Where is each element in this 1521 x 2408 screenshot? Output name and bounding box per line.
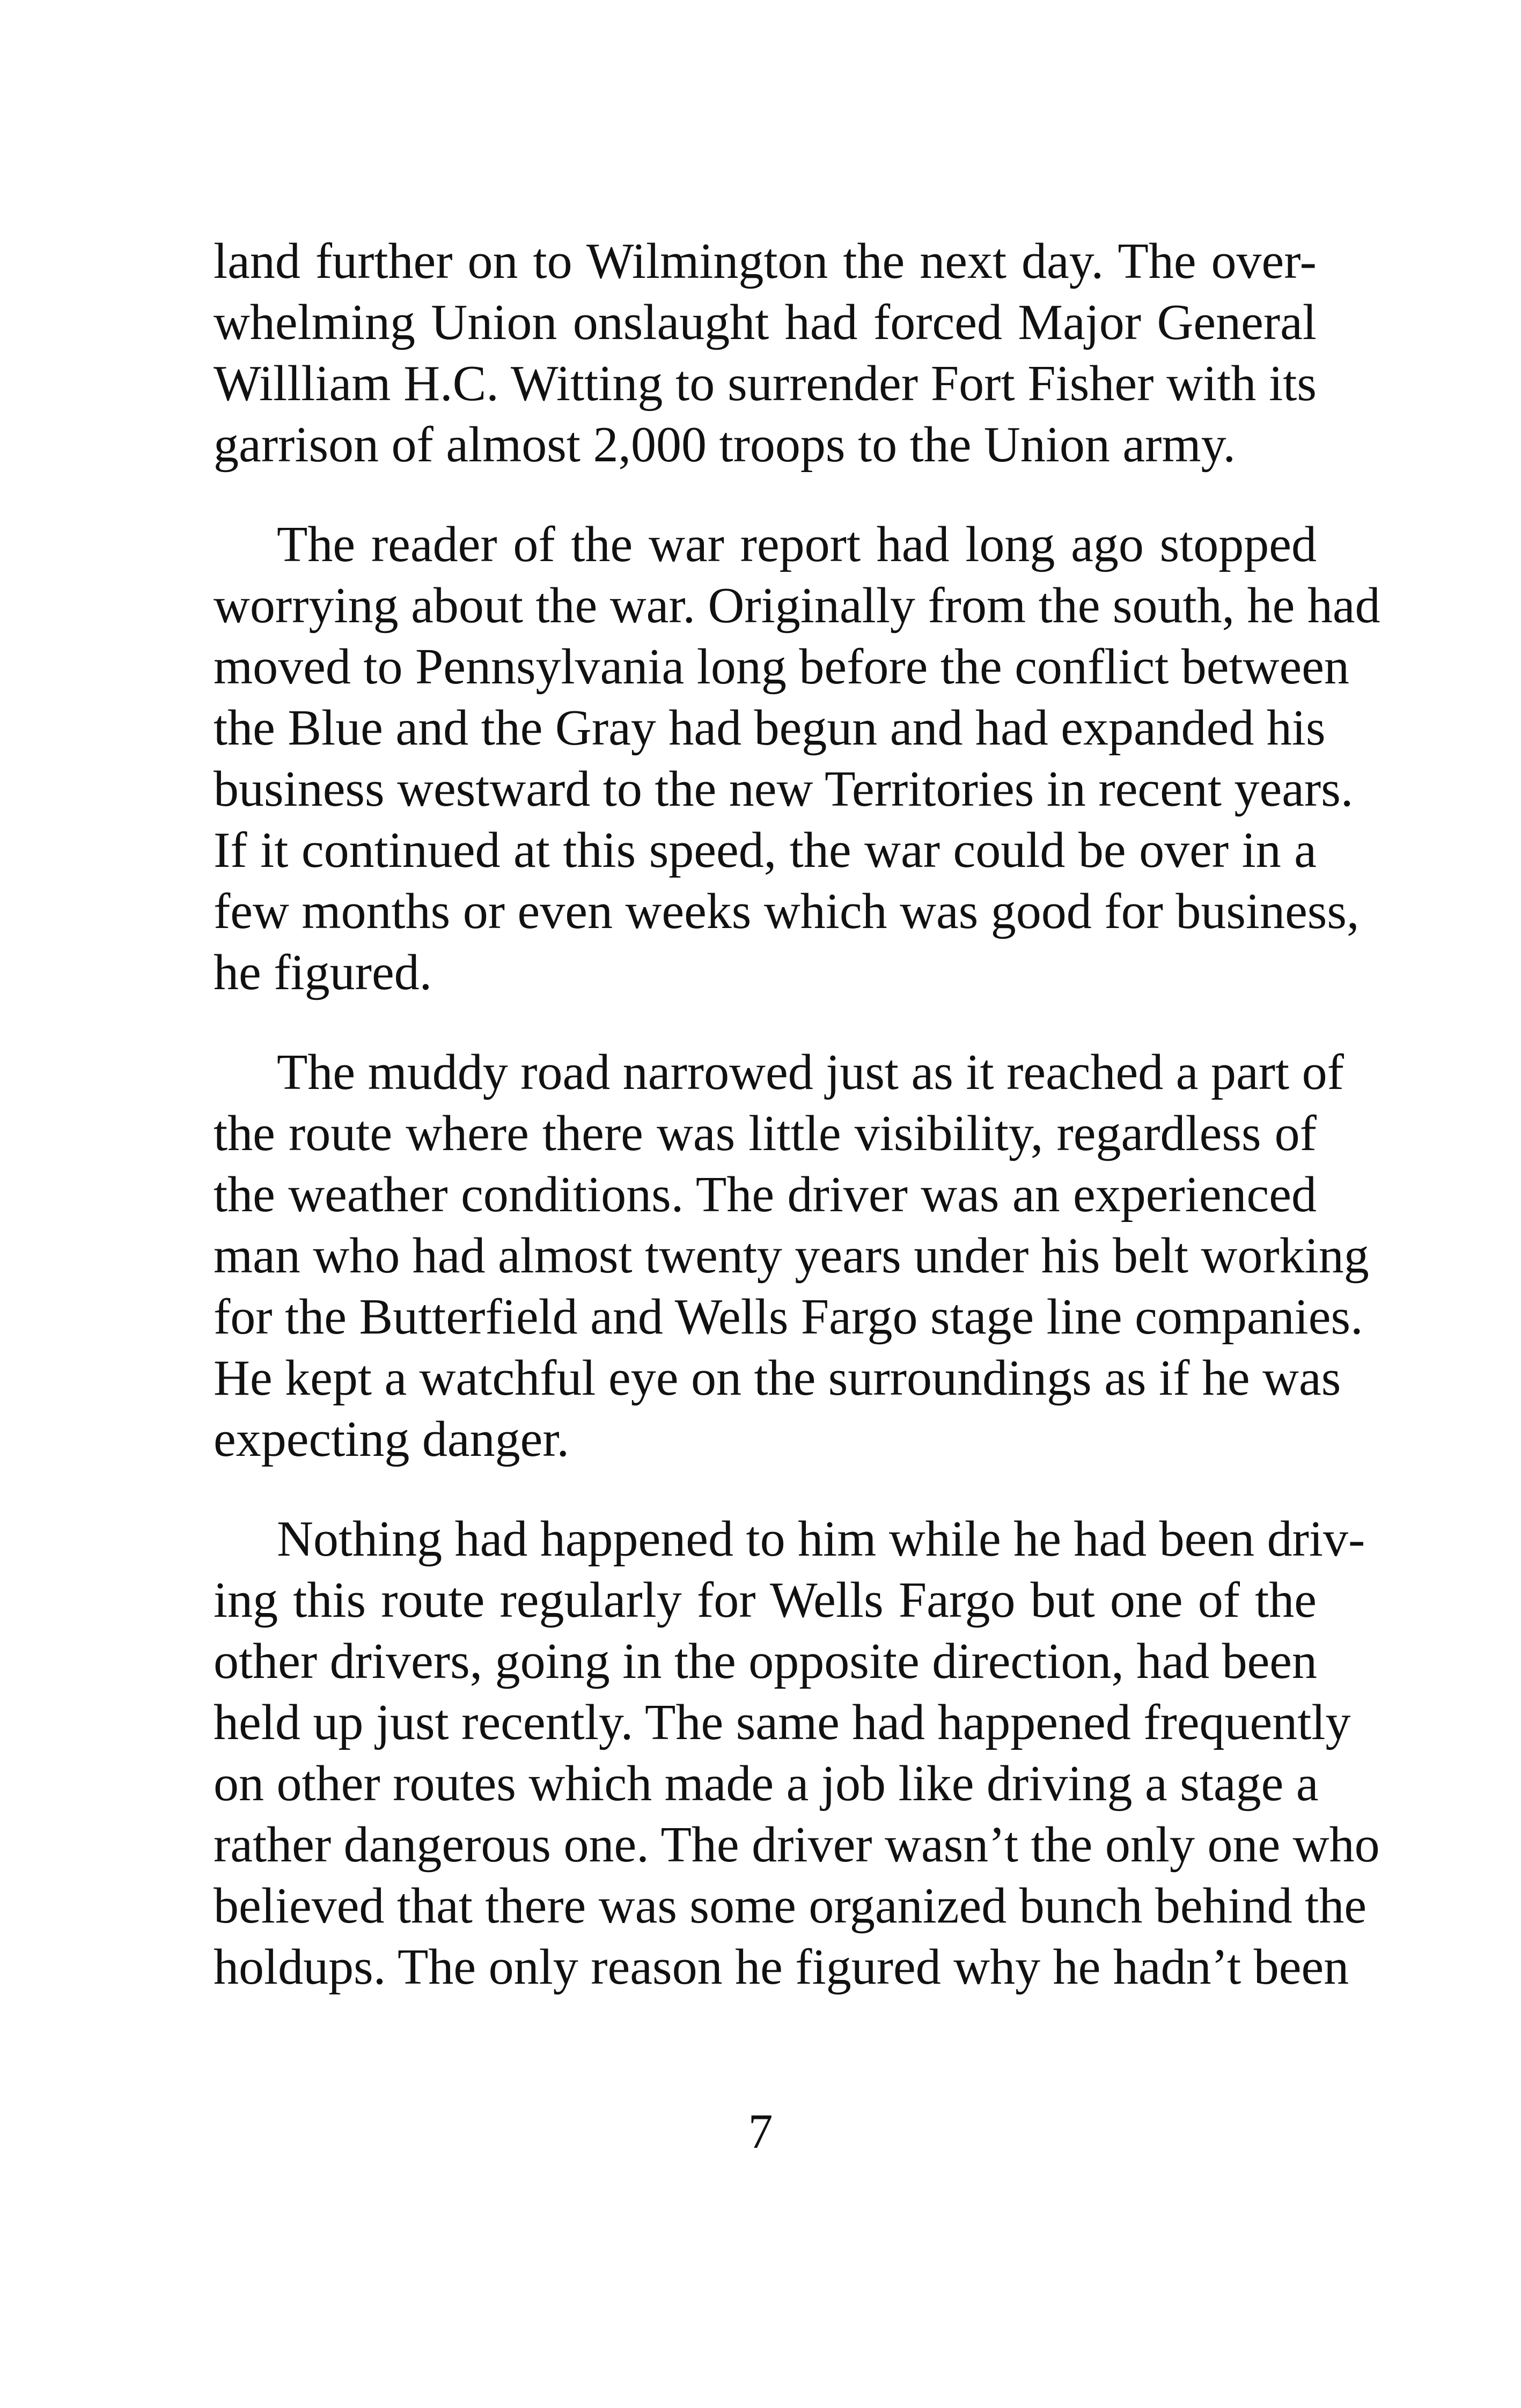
text-line: moved to Pennsylvania long before the conflict between bbox=[214, 639, 1349, 695]
text-line: Willliam H.C. Witting to surrender Fort Fisher with its bbox=[214, 356, 1317, 411]
text-line: the route where there was little visibility, regardless of bbox=[214, 1106, 1317, 1161]
text-line: holdups. The only reason he figured why he hadn’t been bbox=[214, 1939, 1349, 1995]
text-line: expecting danger. bbox=[214, 1411, 569, 1467]
text-line: If it continued at this speed, the war could be over in a bbox=[214, 822, 1317, 878]
text-line: business westward to the new Territories in recent years. bbox=[214, 761, 1354, 817]
text-line: Nothing had happened to him while he had been driv- bbox=[277, 1511, 1365, 1567]
paragraph-1 bbox=[214, 231, 1317, 475]
paragraph-spacer bbox=[214, 1003, 1317, 1042]
text-line: few months or even weeks which was good for business, bbox=[214, 883, 1360, 939]
text-line: the Blue and the Gray had begun and had expanded his bbox=[214, 700, 1326, 756]
text-line: for the Butterfield and Wells Fargo stage line companies. bbox=[214, 1289, 1363, 1345]
text-line: the weather conditions. The driver was an experienced bbox=[214, 1167, 1317, 1223]
text-line: he figured. bbox=[214, 945, 432, 1000]
text-line: garrison of almost 2,000 troops to the Union army. bbox=[214, 417, 1236, 473]
text-line: He kept a watchful eye on the surroundings as if he was bbox=[214, 1350, 1341, 1406]
text-line: ing this route regularly for Wells Fargo but one of the bbox=[214, 1572, 1317, 1628]
text-line: believed that there was some organized bunch behind the bbox=[214, 1878, 1367, 1934]
text-line: The reader of the war report had long ago stopped bbox=[277, 517, 1317, 572]
paragraph-spacer bbox=[214, 1470, 1317, 1508]
text-line: land further on to Wilmington the next day. The over- bbox=[214, 233, 1317, 289]
text-line: on other routes which made a job like driving a stage a bbox=[214, 1756, 1319, 1811]
text-line: rather dangerous one. The driver wasn’t the only one who bbox=[214, 1817, 1380, 1873]
paragraph-4 bbox=[214, 1508, 1380, 1998]
page-number: 7 bbox=[748, 2104, 773, 2159]
text-line: whelming Union onslaught had forced Major General bbox=[214, 294, 1317, 350]
text-line: worrying about the war. Originally from the south, he had bbox=[214, 578, 1380, 634]
paragraph-spacer bbox=[214, 475, 1317, 514]
text-line: The muddy road narrowed just as it reached a part of bbox=[277, 1044, 1344, 1100]
text-line: other drivers, going in the opposite direction, had been bbox=[214, 1633, 1318, 1689]
paragraph-2 bbox=[214, 514, 1380, 1003]
text-line: man who had almost twenty years under his belt working bbox=[214, 1228, 1369, 1284]
body-text bbox=[214, 231, 1380, 1998]
text-line: held up just recently. The same had happened frequently bbox=[214, 1695, 1351, 1750]
paragraph-3 bbox=[214, 1042, 1369, 1470]
